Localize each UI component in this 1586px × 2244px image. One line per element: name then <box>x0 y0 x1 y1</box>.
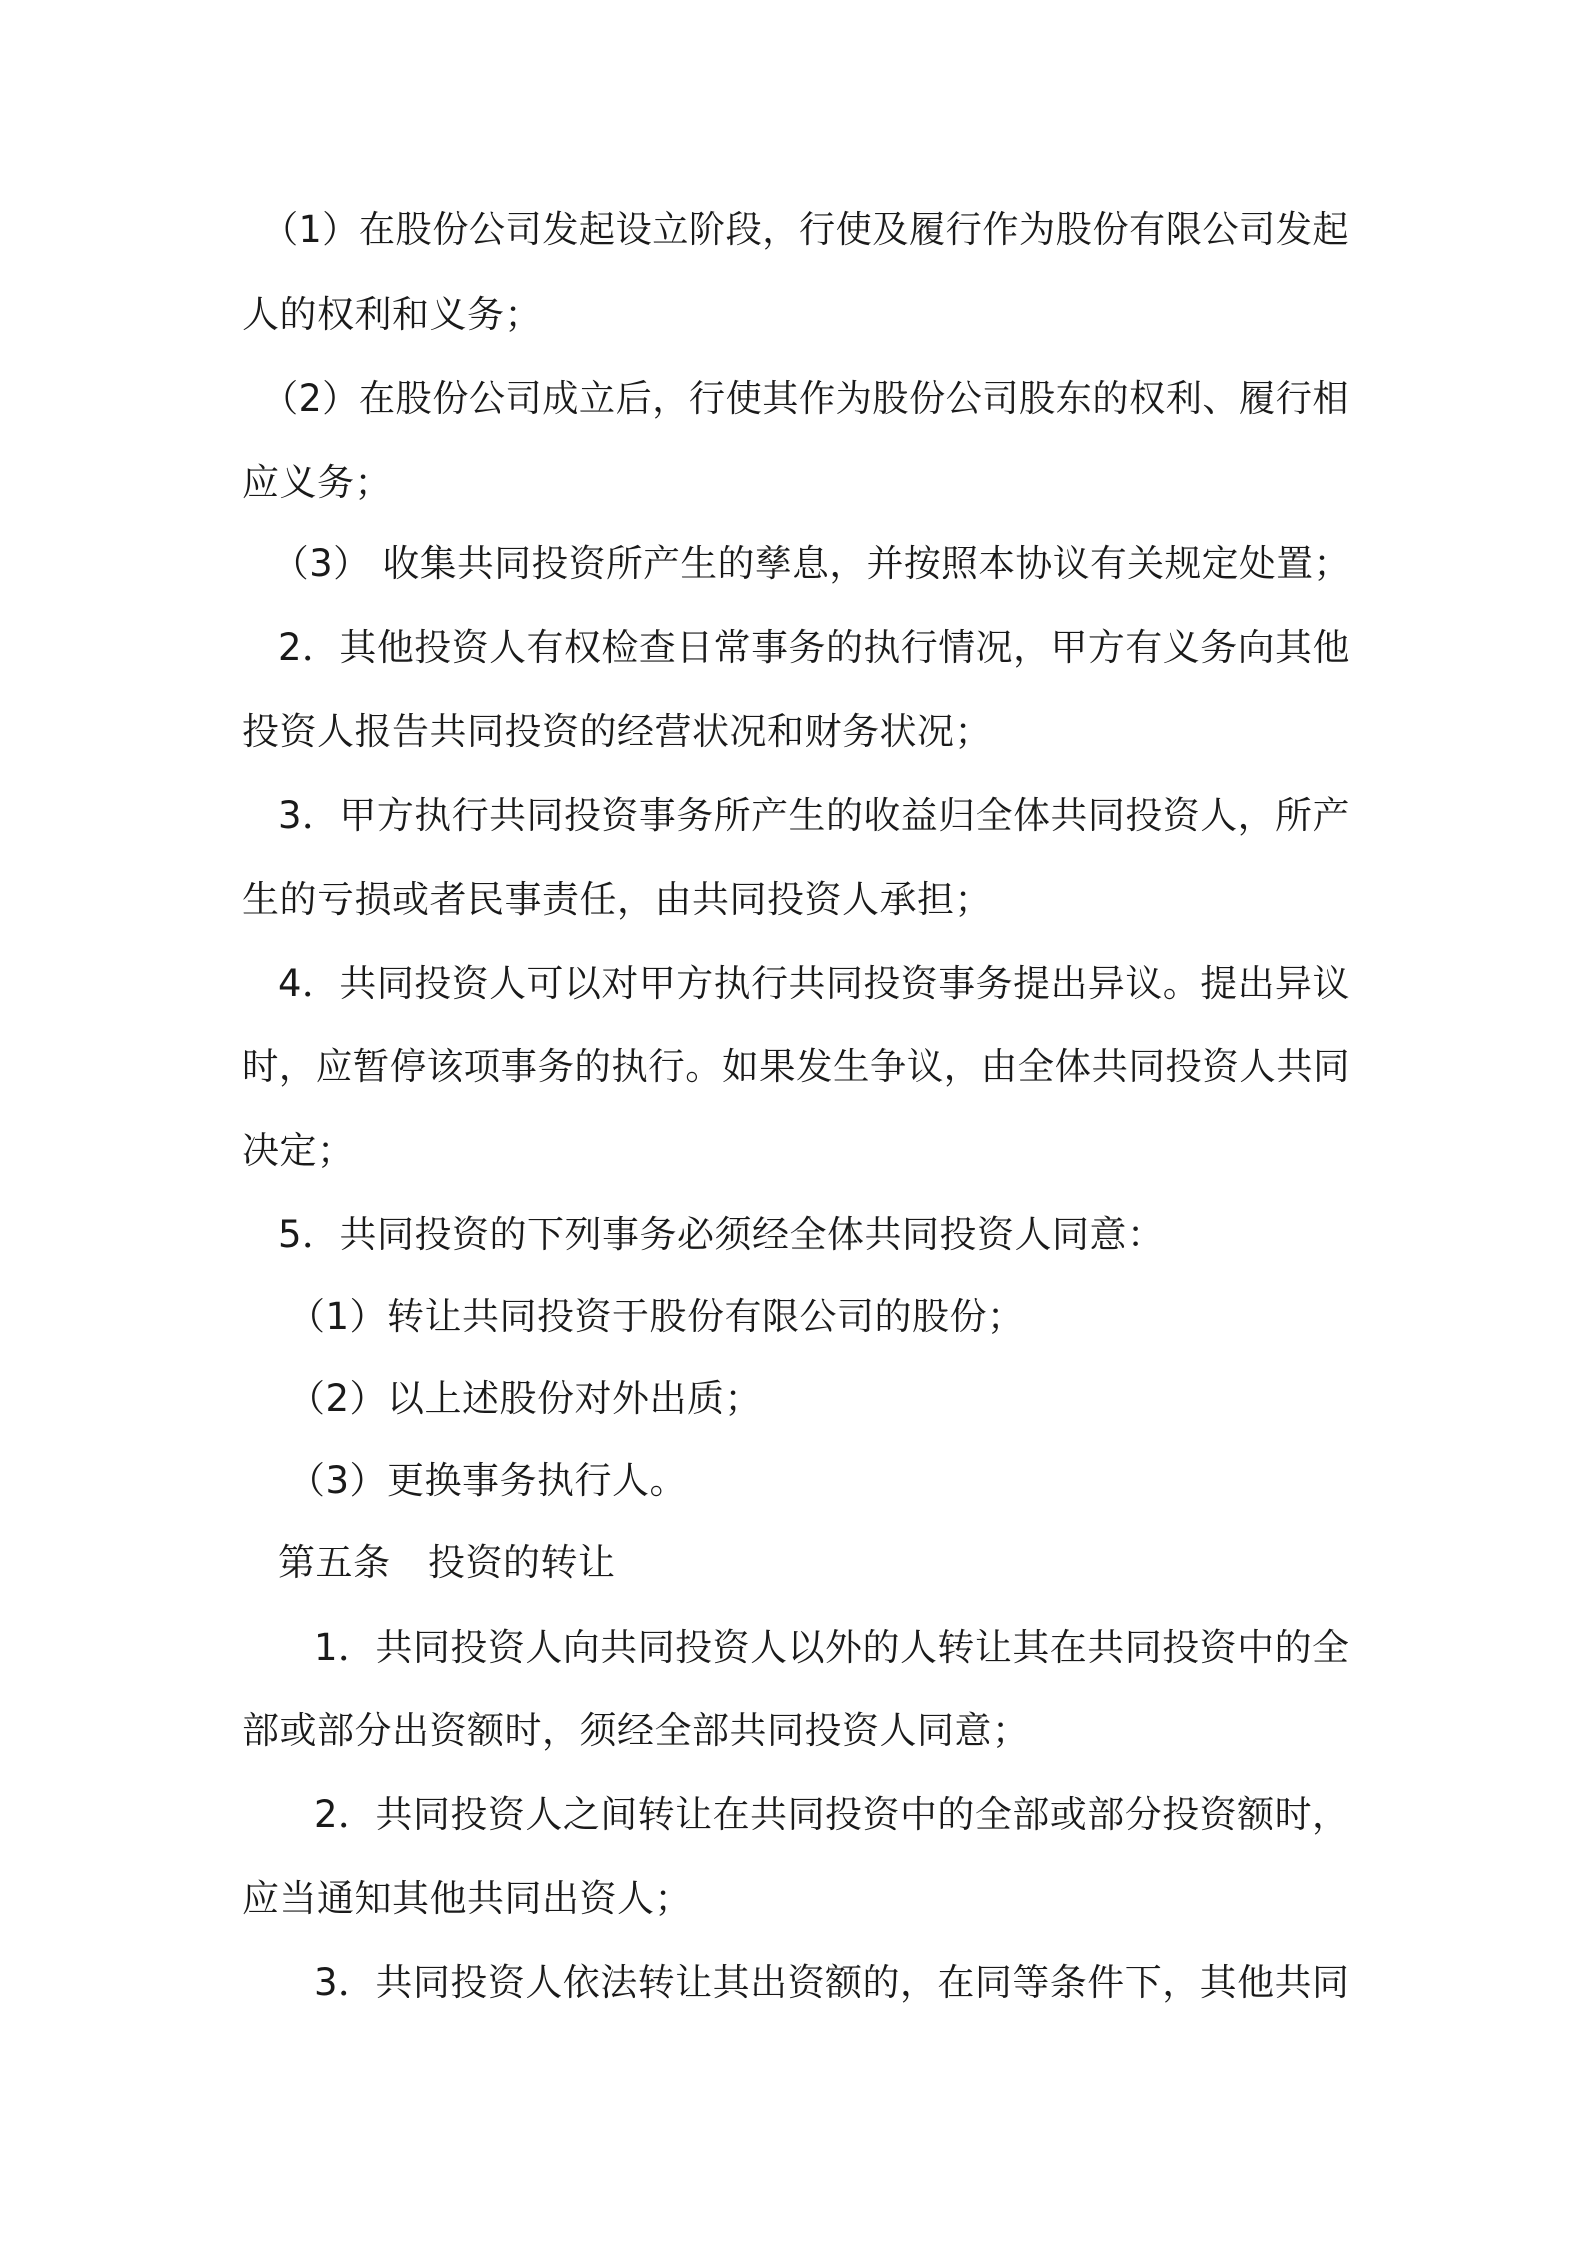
text-line-18: 1．共同投资人向共同投资人以外的人转让其在共同投资中的全 <box>314 1626 1350 1669</box>
text-line-2: 人的权利和义务； <box>242 293 542 336</box>
text-line-14: （1）转让共同投资于股份有限公司的股份； <box>288 1295 1025 1338</box>
text-line-20: 2．共同投资人之间转让在共同投资中的全部或部分投资额时， <box>314 1793 1350 1836</box>
section-heading: 第五条 投资的转让 <box>278 1541 616 1584</box>
text-line-7: 投资人报告共同投资的经营状况和财务状况； <box>242 710 992 753</box>
text-line-22: 3．共同投资人依法转让其出资额的，在同等条件下，其他共同 <box>314 1961 1350 2004</box>
text-line-12: 决定； <box>242 1129 355 1172</box>
text-line-5: （3） 收集共同投资所产生的孳息，并按照本协议有关规定处置； <box>272 542 1351 585</box>
text-line-13: 5．共同投资的下列事务必须经全体共同投资人同意： <box>278 1213 1165 1256</box>
text-line-1: （1）在股份公司发起设立阶段，行使及履行作为股份有限公司发起 <box>262 208 1350 251</box>
text-line-10: 4．共同投资人可以对甲方执行共同投资事务提出异议。提出异议 <box>278 962 1350 1005</box>
text-line-21: 应当通知其他共同出资人； <box>242 1877 692 1920</box>
text-line-16: （3）更换事务执行人。 <box>288 1459 688 1502</box>
text-line-19: 部或部分出资额时，须经全部共同投资人同意； <box>242 1709 1030 1752</box>
text-line-15: （2）以上述股份对外出质； <box>288 1377 763 1420</box>
text-line-4: 应义务； <box>242 461 392 504</box>
text-line-9: 生的亏损或者民事责任，由共同投资人承担； <box>242 878 992 921</box>
text-line-8: 3．甲方执行共同投资事务所产生的收益归全体共同投资人，所产 <box>278 794 1350 837</box>
text-line-6: 2．其他投资人有权检查日常事务的执行情况，甲方有义务向其他 <box>278 626 1350 669</box>
text-line-11: 时，应暂停该项事务的执行。如果发生争议，由全体共同投资人共同 <box>242 1045 1351 1088</box>
text-line-3: （2）在股份公司成立后，行使其作为股份公司股东的权利、履行相 <box>262 377 1350 420</box>
